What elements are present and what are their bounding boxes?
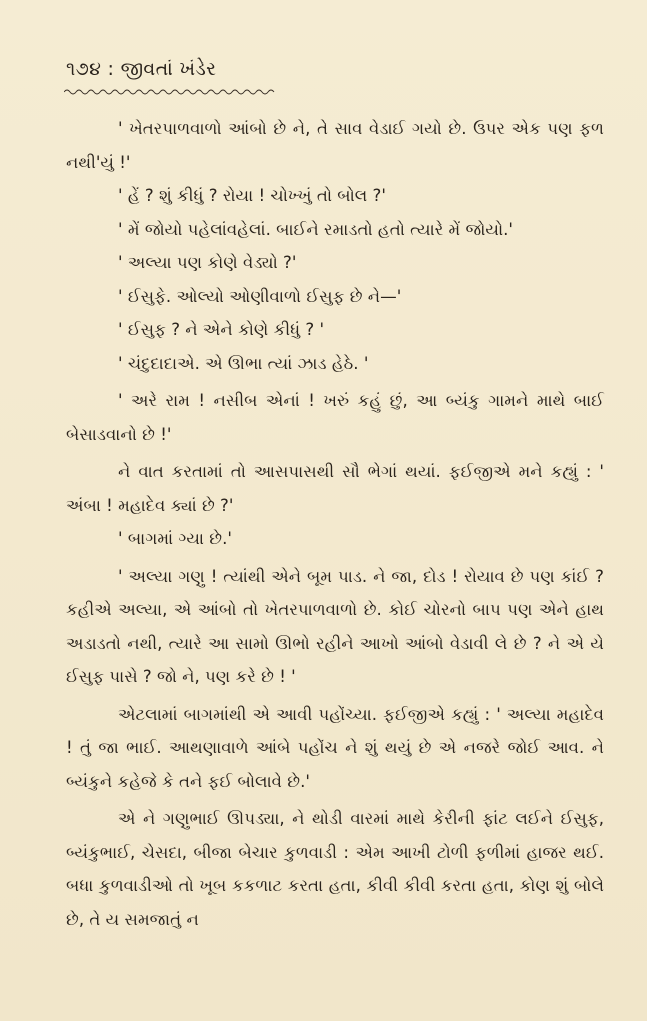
paragraph: ' ખેતરપાળવાળો આંબો છે ને, તે સાવ વેડાઈ ગયો છે. ઉપર એક પણ ફળ નથી'યું !' (66, 119, 604, 172)
paragraph: ' ઈસુફ ? ને એને કોણે કીધું ? ' (118, 320, 325, 339)
header-separator: : (107, 58, 115, 80)
paragraph: ' અલ્યા પણ કોણે વેડ્યો ?' (118, 253, 297, 272)
paragraph: ' બાગમાં ગ્યા છે.' (118, 529, 232, 548)
page-number: ૧૭૪ (66, 58, 102, 80)
paragraph: ' અલ્યા ગણુ ! ત્યાંથી એને બૂમ પાડ. ને જા, દોડ ! રોયાવ છે પણ કાંઈ ? કહીએ અલ્યા, એ આંબો તો ખેતરપાળવાળો છે. કોઈ ચોરનો બાપ પણ એને હાથ અડાડતો નથી, ત્યારે આ સામો ઊભો રહીને આખો આંબો વેડાવી લે છે ? ને એ યે ઈસુફ પાસે ? જો ને, પણ કરે છે ! ' (66, 566, 604, 686)
paragraph: ને વાત કરતામાં તો આસપાસથી સૌ ભેગાં થયાં. ફઈજીએ મને કહ્યું : ' અંબા ! મહાદેવ ક્યાં છે ?' (66, 462, 604, 515)
paragraph: ' ચંદુદાદાએ. એ ઊભા ત્યાં ઝાડ હેઠે. ' (118, 353, 369, 373)
running-header (66, 58, 216, 80)
book-title: જીવતાં ખંડેર (120, 58, 217, 80)
paragraph: ' અરે રામ ! નસીબ એનાં ! ખરું કહું છું, આ બ્યંકુ ગામને માથે બાઈ બેસાડવાનો છે !' (66, 391, 604, 444)
paragraph: એ ને ગણુભાઈ ઊપડ્યા, ને થોડી વારમાં માથે કેરીની ફાંટ લઈને ઈસુફ, બ્યંકુભાઈ, ચેસદા, બીજા બેચાર કુળવાડી : એમ આખી ટોળી ફળીમાં હાજર થઈ. બધા કુળવાડીઓ તો ખૂબ કકળાટ કરતા હતા, કીવી કીવી કરતા હતા, કોણ શું બોલે છે, તે ય સમજાતું ન (66, 809, 604, 929)
paragraph: ' ઈસુફે. ઓલ્યો ઓણીવાળો ઈસુફ છે ને—' (118, 286, 402, 306)
paragraph: ' હેં ? શું કીધું ? રોયા ! ચોખ્ખું તો બોલ ?' (118, 186, 386, 205)
header-wavy-rule (64, 88, 279, 96)
paragraph: એટલામાં બાગમાંથી એ આવી પહોંચ્યા. ફઈજીએ કહ્યું : ' અલ્યા મહાદેવ ! તું જા ભાઈ. આથણાવાળે આંબે પહોંચ ને શું થયું છે એ નજરે જોઈ આવ. ને બ્યંકુને કહેજે કે તને ફઈ બોલાવે છે.' (66, 704, 604, 791)
body-text (66, 112, 604, 936)
paragraph: ' મેં જોયો પહેલાંવહેલાં. બાઈને રમાડતો હતો ત્યારે મેં જોયો.' (118, 219, 513, 239)
